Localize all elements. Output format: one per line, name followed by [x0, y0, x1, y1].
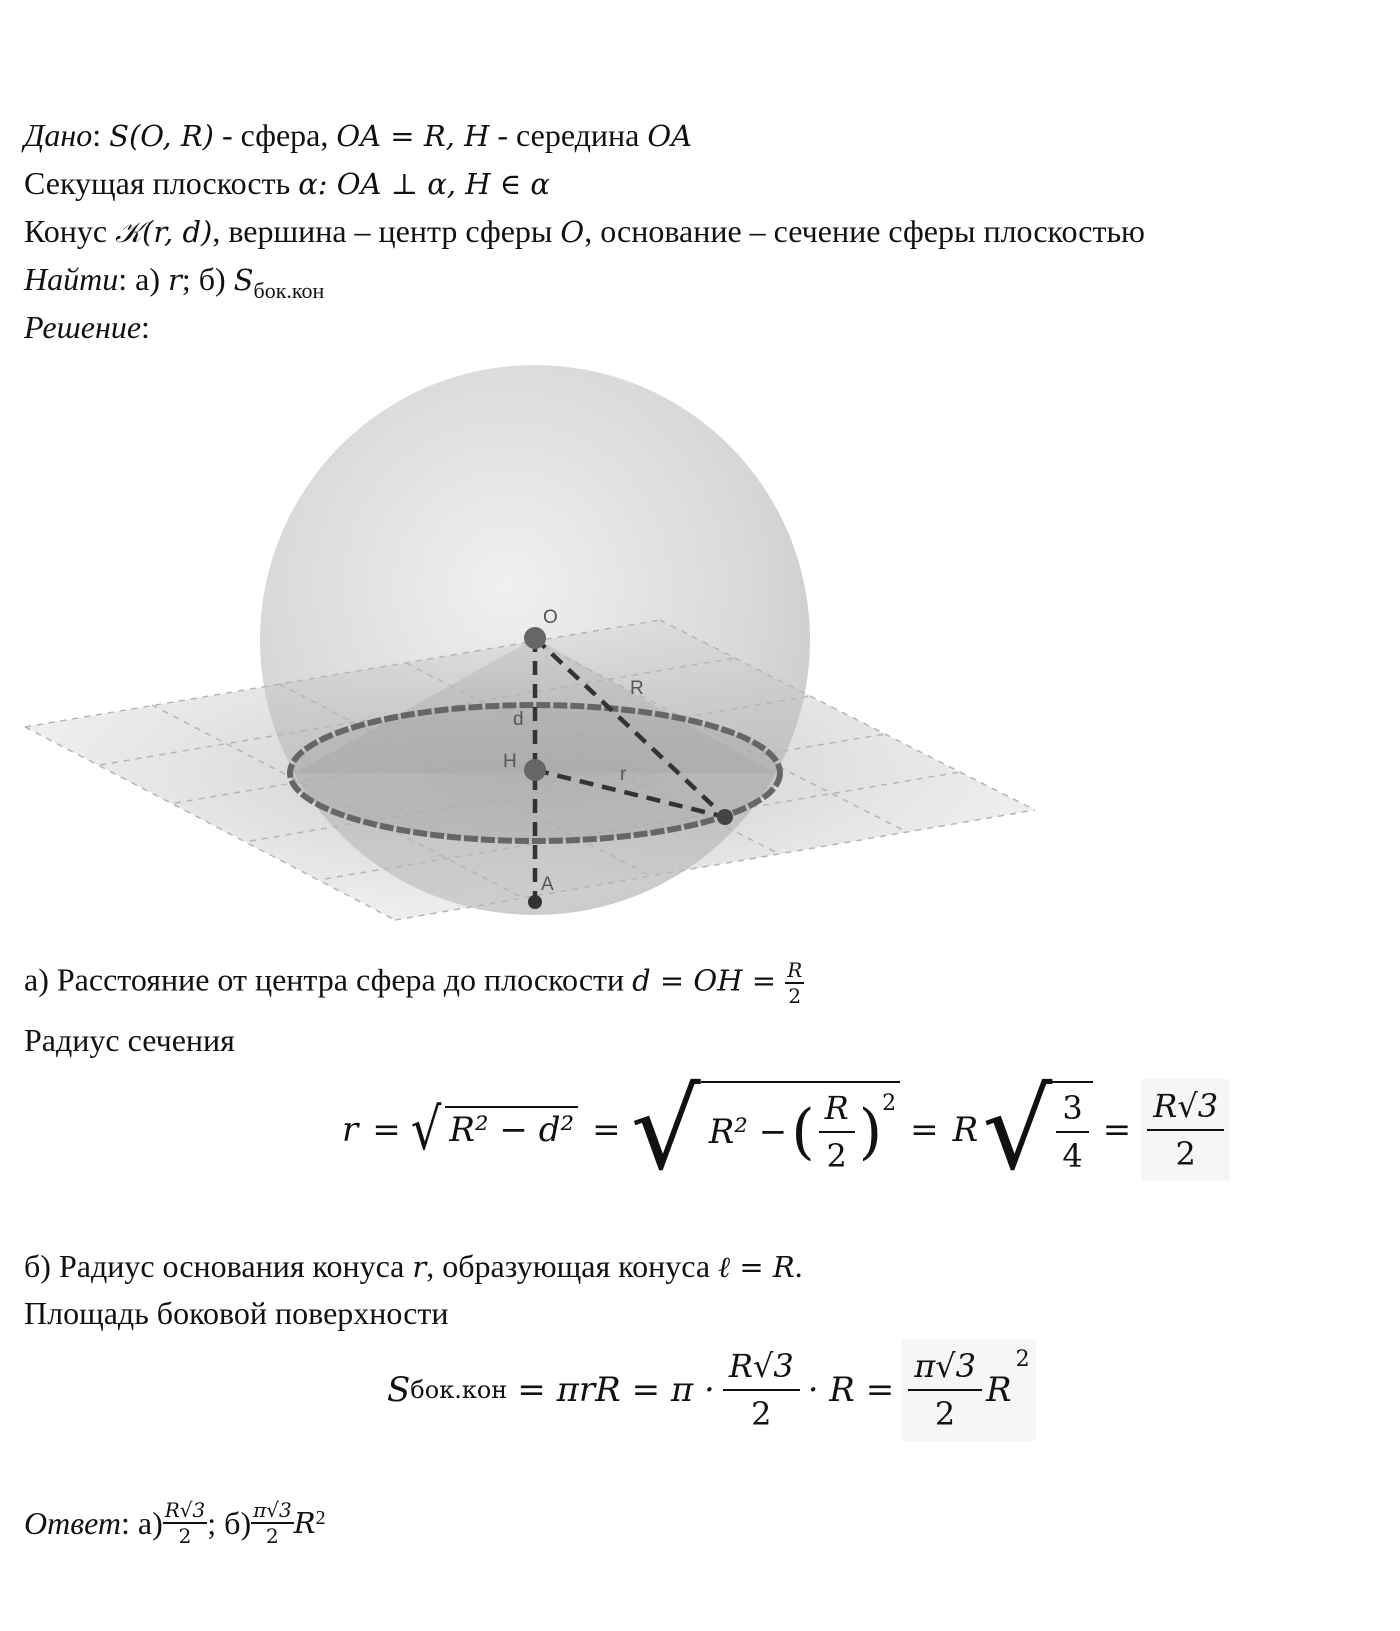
solution-colon: :: [141, 309, 150, 345]
formula-b-f1-den: 2: [751, 1395, 772, 1433]
label-o: O: [543, 607, 558, 628]
plane-line: [24, 163, 550, 204]
point-on-circle: [717, 809, 733, 825]
formula-b-f1-num: R√3: [723, 1343, 800, 1391]
formula-b-result-box: [902, 1339, 1035, 1441]
solution-label: Решение: [24, 309, 142, 345]
formula-a-result-den: 2: [1175, 1135, 1196, 1173]
formula-a-result-num: R√3: [1147, 1083, 1224, 1131]
cone-text-3: , основание – сечение сферы плоскостью: [584, 213, 1145, 249]
alpha-symbol: α: [298, 167, 318, 201]
sphere-notation: S(O, R): [109, 119, 214, 153]
label-r-big: R: [630, 678, 644, 699]
label-a: A: [541, 874, 554, 895]
cone-vertex: O: [560, 215, 585, 249]
find-r: r: [167, 263, 182, 297]
find-line: [24, 259, 324, 311]
part-a-line: [24, 958, 804, 1008]
formula-radius: [338, 1065, 1230, 1194]
find-text-1: : а): [118, 261, 168, 297]
part-b-line: [24, 1246, 803, 1287]
formula-a-r: r: [342, 1110, 359, 1150]
plane-condition: : OA ⊥ α, H ∈ α: [317, 167, 550, 201]
plane-text: Секущая плоскость: [24, 165, 299, 201]
cone-text-2: , вершина – центр сферы: [212, 213, 561, 249]
formula-b-tail: R: [985, 1370, 1012, 1410]
formula-a-eq-1: =: [372, 1110, 401, 1150]
oa-equation: OA = R, H: [336, 119, 490, 153]
part-b-text-2: , образующая конуса: [426, 1248, 719, 1284]
answer-label: Ответ: [24, 1505, 121, 1541]
sqrt-1: √ R² − d²: [411, 1106, 582, 1154]
answer-a-den: 2: [178, 1524, 192, 1548]
answer-b-den: 2: [266, 1524, 279, 1548]
sqrt-3-fraction: [1056, 1085, 1088, 1179]
formula-a-result: [1147, 1083, 1224, 1177]
sqrt-2-r-squared: R² −: [708, 1112, 788, 1152]
part-a-text: а) Расстояние от центра сфера до плоскости: [24, 961, 633, 998]
segment-oa: OA: [647, 119, 693, 153]
formula-a-r3: R: [952, 1110, 979, 1150]
find-label: Найти: [24, 261, 119, 297]
radius-text: Радиус сечения: [24, 1022, 235, 1058]
answer-line: [24, 1498, 326, 1548]
sphere-cone-figure: [0, 355, 1060, 925]
sqrt-2-fraction: [815, 1085, 859, 1179]
answer-tail-sup: 2: [315, 1507, 326, 1529]
sqrt-1-content: R² − d²: [445, 1106, 578, 1154]
area-line: [24, 1293, 449, 1333]
formula-b-part2: · R =: [807, 1370, 895, 1410]
given-line: Дано: S(O, R) - сфера, OA = R, H - середина OA: [24, 117, 693, 153]
sqrt-2: √ R² − ( $\frac{R}{2}$ ) 2: [631, 1081, 901, 1180]
formula-a-eq-4: =: [1102, 1110, 1132, 1150]
answer-tail: R: [293, 1506, 316, 1540]
point-o: [524, 627, 546, 649]
point-a: [528, 895, 542, 909]
part-b-r: r: [412, 1250, 427, 1284]
answer-text-1: : а): [121, 1505, 163, 1541]
sqrt-3-frac-den: 4: [1062, 1136, 1083, 1175]
cone-text-1: Конус: [24, 213, 116, 249]
formula-b-s: S: [387, 1370, 411, 1410]
midpoint-word: - середина: [489, 117, 648, 153]
find-s-sub: бок.кон: [253, 278, 325, 303]
sqrt-2-frac-num: R: [819, 1085, 855, 1133]
part-b-generatrix: ℓ = R: [718, 1250, 795, 1284]
formula-b-fraction-2: [908, 1343, 982, 1437]
cone-line: [24, 211, 1145, 252]
answer-b-fraction: [251, 1498, 294, 1548]
label-r-small: r: [620, 764, 627, 785]
formula-b-f2-num: π√3: [908, 1343, 982, 1391]
part-b-text-1: б) Радиус основания конуса: [24, 1248, 413, 1284]
part-a-expr: d = OH =: [632, 963, 786, 998]
sqrt-3: √ $\frac{3}{4}$: [982, 1081, 1092, 1180]
part-a-fraction: [785, 958, 804, 1008]
answer-b-num: π√3: [253, 1498, 292, 1522]
answer-a-num: R√3: [164, 1498, 206, 1522]
cone-symbol: 𝒦(r, d): [115, 215, 213, 249]
part-b-dot: .: [794, 1248, 803, 1284]
formula-b-s-sub: бок.кон: [410, 1376, 508, 1404]
formula-a-eq-3: =: [910, 1110, 939, 1150]
find-s: S: [233, 263, 254, 297]
point-h: [524, 759, 546, 781]
area-text: Площадь боковой поверхности: [24, 1295, 449, 1331]
sqrt-3-frac-num: 3: [1056, 1085, 1088, 1133]
formula-a-result-box: [1141, 1079, 1230, 1181]
answer-a-fraction: [163, 1498, 208, 1548]
formula-b-f2-den: 2: [934, 1395, 956, 1433]
sqrt-2-frac-den: 2: [826, 1137, 847, 1175]
sqrt-2-power: 2: [882, 1090, 897, 1116]
solution-line: [24, 307, 150, 347]
sphere-word: - сфера,: [213, 117, 337, 153]
given-label: Дано: [24, 117, 93, 153]
part-a-frac-num: R: [787, 958, 803, 982]
formula-b-tail-sup: 2: [1015, 1347, 1030, 1372]
formula-a-eq-2: =: [592, 1110, 621, 1150]
answer-text-2: ; б): [207, 1505, 252, 1541]
label-d: d: [513, 709, 524, 730]
label-h: H: [503, 751, 517, 772]
radius-line: [24, 1020, 235, 1060]
find-text-2: ; б): [181, 261, 234, 297]
formula-area: [383, 1345, 1036, 1435]
formula-b-fraction-1: [723, 1343, 800, 1437]
part-a-frac-den: 2: [788, 984, 802, 1008]
formula-b-part1: = πrR = π ·: [517, 1370, 715, 1410]
